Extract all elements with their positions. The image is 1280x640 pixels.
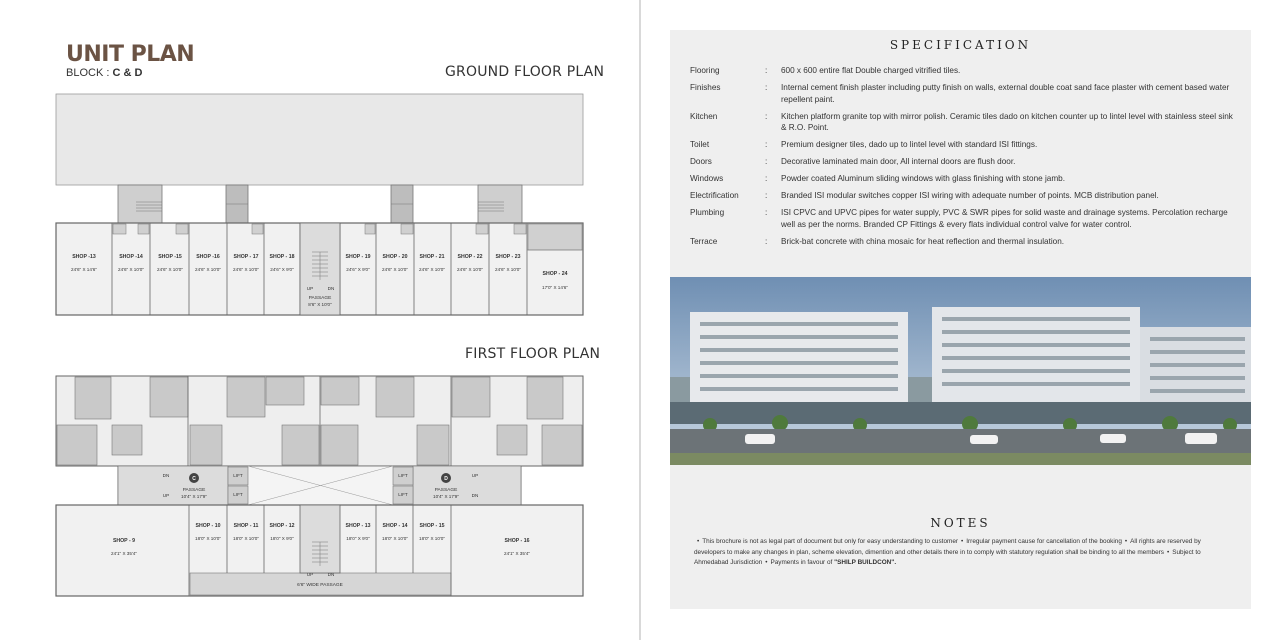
first-passage-label: 6'6" WIDE PASSAGE — [297, 583, 343, 588]
ground-shop-17-name: SHOP - 17 — [233, 254, 259, 260]
spec-label: Toilet — [690, 140, 710, 149]
spec-label: Electrification — [690, 191, 739, 200]
ground-shop-19-size: 24'6" X 9'0" — [346, 267, 370, 272]
spec-row — [690, 190, 1235, 202]
spec-value: ISI CPVC and UPVC pipes for water supply, PVC & SWR pipes for solid waste and drainage systems. Percolation recharge well as per the norms. Branded CP Fittings & every flats individual control valve for water control. — [781, 208, 1228, 229]
block-d-passage — [413, 466, 521, 505]
note-item: Irregular payment cause for cancellation of the booking — [966, 538, 1122, 545]
spec-value: Brick-bat concrete with china mosaic for heat reflection and thermal insulation. — [781, 236, 1065, 246]
first-shop-11-size: 18'0" X 10'0" — [233, 536, 259, 541]
spec-row — [690, 111, 1235, 134]
spec-row — [690, 65, 1235, 77]
ground-shop-24-size: 17'0" X 14'6" — [542, 285, 568, 290]
ground-shop-20-size: 24'6" X 10'0" — [382, 267, 408, 272]
spec-colon: : — [765, 111, 768, 121]
first-shop-15-size: 18'0" X 10'0" — [419, 536, 445, 541]
ground-shop-22-name: SHOP - 22 — [457, 254, 483, 260]
spec-row — [690, 173, 1235, 185]
ground-shop-16-name: SHOP -16 — [196, 254, 220, 260]
ground-shop-17-size: 24'6" X 10'0" — [233, 267, 259, 272]
block-d-up: UP — [471, 473, 479, 478]
first-shop-12-name: SHOP - 12 — [269, 523, 295, 529]
block-d-passage-size: 10'4" X 17'9" — [433, 494, 459, 499]
first-shop-16-name: SHOP - 16 — [504, 538, 530, 544]
building-render-svg — [670, 277, 1251, 465]
notes-text — [694, 537, 1229, 569]
ground-shop-13-size: 24'6" X 14'6" — [71, 267, 97, 272]
spec-row — [690, 156, 1235, 168]
ground-passage-up: UP — [306, 286, 314, 291]
spec-row — [690, 236, 1235, 248]
note-bullet: • — [1166, 548, 1170, 556]
block-d-lift-label-2: LIFT — [398, 492, 408, 497]
ground-shop-16-size: 24'6" X 10'0" — [195, 267, 221, 272]
ground-shop-14-size: 24'6" X 10'0" — [118, 267, 144, 272]
ground-shop-23-size: 24'6" X 10'0" — [495, 267, 521, 272]
first-shop-10-size: 18'0" X 10'0" — [195, 536, 221, 541]
ground-shop-23-name: SHOP - 23 — [495, 254, 521, 260]
spec-colon: : — [765, 83, 768, 92]
spec-label: Kitchen — [690, 111, 718, 121]
spec-row — [690, 82, 1235, 105]
spec-value: Branded ISI modular switches copper ISI wiring with adequate number of points. MCB distribution panel. — [781, 191, 1159, 200]
ground-floor-heading: GROUND FLOOR PLAN — [445, 64, 605, 80]
note-bullet: • — [1124, 538, 1128, 545]
block-c-letter: C — [192, 476, 196, 482]
note-item: Subject to Ahmedabad Jurisdiction — [694, 548, 1201, 566]
spec-colon: : — [765, 208, 768, 217]
spec-colon: : — [765, 66, 768, 75]
ground-shop-18-size: 24'6" X 9'0" — [270, 267, 294, 272]
spec-label: Flooring — [690, 66, 720, 75]
ground-passage-dn: DN — [327, 286, 335, 291]
ground-floor-plan — [56, 94, 583, 315]
spec-value: Kitchen platform granite top with mirror polish. Ceramic tiles dado on kitchen counter up to lintel level with stainless steel sink & R.O. Point. — [781, 111, 1233, 132]
specification-title: SPECIFICATION — [889, 38, 1032, 52]
block-value: C & D — [112, 67, 143, 79]
first-shop-16-size: 24'1" X 35'4" — [504, 551, 530, 556]
ground-shop-15-name: SHOP -15 — [158, 254, 182, 260]
notes-title: NOTES — [930, 516, 991, 530]
block-d-passage-label: PASSAGE — [434, 488, 458, 493]
ground-stair-core-1 — [118, 185, 162, 223]
block-c-passage — [118, 466, 228, 505]
spec-colon: : — [765, 174, 768, 183]
lawn — [670, 453, 1251, 465]
note-bullet: • — [961, 538, 964, 545]
first-shop-9-size: 24'1" X 35'4" — [111, 551, 137, 556]
first-shop-9-name: SHOP - 9 — [112, 538, 136, 544]
first-passage-up: UP — [306, 572, 314, 577]
note-item: All rights are reserved by developers to make any changes in plan, scheme elevation, dimention and other details there in to comply with statutory regulation shall be binding to all the members — [694, 538, 1201, 556]
first-floor-heading: FIRST FLOOR PLAN — [465, 346, 601, 362]
spec-value: Decorative laminated main door, All internal doors are flush door. — [781, 157, 1016, 166]
ground-shop-24-name: SHOP - 24 — [542, 271, 568, 277]
spec-label: Doors — [690, 157, 712, 166]
block-d-lift-label-1: LIFT — [398, 473, 408, 478]
unit-plan-title: UNIT PLAN — [66, 42, 195, 67]
note-payee: "SHILP BUILDCON". — [834, 559, 897, 566]
block-d-letter: D — [444, 476, 448, 482]
ground-shop-22-size: 24'6" X 10'0" — [457, 267, 483, 272]
first-shop-13-name: SHOP - 13 — [345, 523, 371, 529]
spec-colon: : — [765, 191, 768, 200]
spec-value: Powder coated Aluminum sliding windows with glass finishing with stone jamb. — [781, 174, 1065, 183]
ground-shop-14-name: SHOP -14 — [119, 254, 143, 260]
note-bullet: • — [697, 538, 700, 545]
spec-colon: : — [765, 157, 768, 166]
spec-label: Windows — [690, 174, 724, 183]
ground-shop-15-size: 24'6" X 10'0" — [157, 267, 183, 272]
ground-shop-19-name: SHOP - 19 — [345, 254, 371, 260]
spec-colon: : — [765, 236, 768, 246]
note-bullet: • — [765, 559, 768, 566]
spec-label: Plumbing — [690, 208, 725, 217]
block-c-up: UP — [162, 493, 170, 498]
first-shop-13-size: 18'0" X 9'0" — [346, 536, 370, 541]
spec-value: Premium designer tiles, dado up to lintel level with standard ISI fittings. — [781, 140, 1038, 149]
ground-shop-18-name: SHOP - 18 — [269, 254, 295, 260]
spec-label: Terrace — [690, 236, 718, 246]
ground-passage-size: 8'6" X 10'0" — [308, 302, 332, 307]
first-shop-12-size: 18'0" X 9'0" — [270, 536, 294, 541]
spec-value: 600 x 600 entire flat Double charged vitrified tiles. — [781, 66, 961, 75]
first-shop-15-name: SHOP - 15 — [419, 523, 445, 529]
ground-shop-21-name: SHOP - 21 — [419, 254, 445, 260]
spec-value: Internal cement finish plaster including putty finish on walls, external double coat sand face plaster with cement based water repellent paint. — [781, 83, 1230, 104]
block-c-passage-label: PASSAGE — [182, 488, 206, 493]
first-shop-11-name: SHOP - 11 — [233, 523, 259, 529]
first-shop-14-size: 18'0" X 10'0" — [382, 536, 408, 541]
ground-upper-block — [56, 94, 583, 185]
block-c-lift-label-1: LIFT — [233, 473, 243, 478]
block-c-lift-label-2: LIFT — [233, 492, 243, 497]
spec-row — [690, 139, 1235, 151]
note-item: Payments in favour of — [770, 559, 835, 566]
ground-shop-13-name: SHOP -13 — [72, 254, 96, 260]
first-shop-14-name: SHOP - 14 — [382, 523, 408, 529]
ground-passage-label: PASSAGE — [308, 296, 332, 301]
block-d-dn: DN — [471, 493, 479, 498]
spec-row — [690, 207, 1235, 230]
block-prefix: BLOCK : — [66, 67, 113, 79]
specification-list — [690, 65, 1235, 253]
block-c-dn: DN — [162, 473, 170, 478]
spec-colon: : — [765, 140, 768, 149]
note-item: This brochure is not as legal part of document but only for easy understanding to customer — [702, 538, 959, 545]
first-floor-plan — [56, 376, 583, 596]
ground-shop-20-name: SHOP - 20 — [382, 254, 408, 260]
first-shop-10-name: SHOP - 10 — [195, 523, 221, 529]
spec-label: Finishes — [690, 83, 721, 92]
block-c-passage-size: 10'4" X 17'9" — [181, 494, 207, 499]
ground-stair-core-2 — [478, 185, 522, 223]
ground-shop-21-size: 24'6" X 10'0" — [419, 267, 445, 272]
building-render-image — [670, 277, 1251, 465]
first-passage-dn: DN — [327, 572, 335, 577]
